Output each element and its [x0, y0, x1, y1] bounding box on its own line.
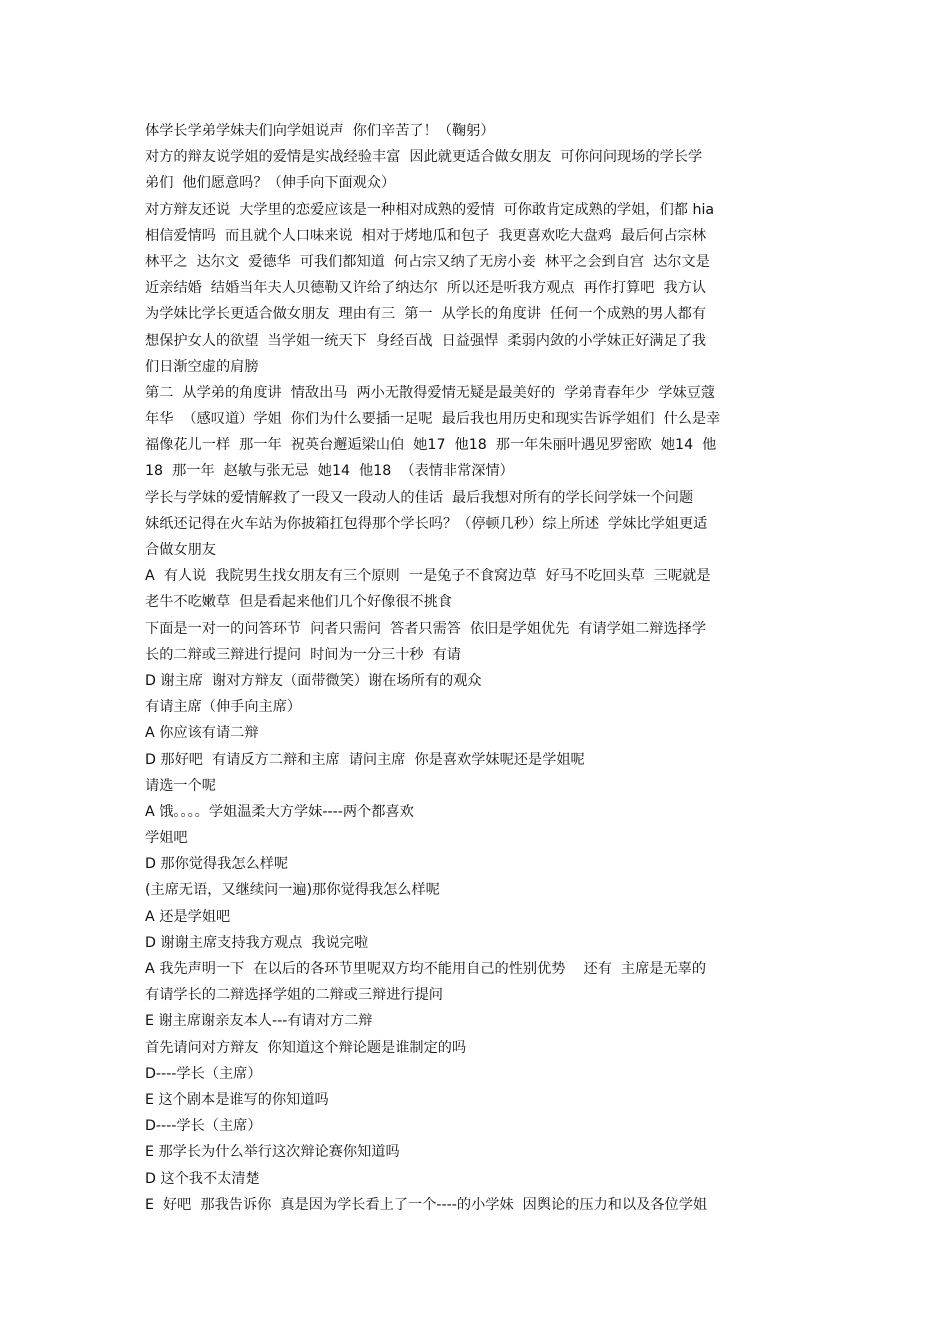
- text-line: 老牛不吃嫩草 但是看起来他们几个好像很不挑食: [145, 594, 452, 611]
- text-line: (主席无语，又继续问一遍)那你觉得我怎么样呢: [145, 882, 440, 899]
- text-line: 首先请问对方辩友 你知道这个辩论题是谁制定的吗: [145, 1039, 467, 1056]
- text-line: E 这个剧本是谁写的你知道吗: [145, 1091, 329, 1108]
- text-line: 长的二辩或三辩进行提问 时间为一分三十秒 有请: [145, 646, 461, 663]
- text-line: A 你应该有请二辩: [145, 725, 259, 742]
- text-line: 年华 （感叹道）学姐 你们为什么要插一足呢 最后我也用历史和现实告诉学姐们 什么是幸: [145, 411, 721, 428]
- text-line: 林平之 达尔文 爱德华 可我们都知道 何占宗又纳了无房小妾 林平之会到自宫 达尔文是: [145, 253, 710, 270]
- text-line: 有请主席（伸手向主席）: [145, 699, 302, 716]
- text-line: 合做女朋友: [145, 542, 216, 558]
- text-line: D----学长（主席）: [145, 1118, 262, 1135]
- text-line: 有请学长的二辩选择学姐的二辩或三辩进行提问: [145, 987, 443, 1004]
- text-line: 18 那一年 赵敏与张无忌 她14 他18 （表情非常深情）: [145, 463, 514, 480]
- text-line: E 好吧 那我告诉你 真是因为学长看上了一个----的小学妹 因舆论的压力和以及各位学姐: [145, 1196, 708, 1213]
- text-line: D 谢谢主席支持我方观点 我说完啦: [145, 934, 369, 951]
- text-line: 们日渐空虚的肩膀: [145, 358, 259, 375]
- text-line: 对方辩友还说 大学里的恋爱应该是一种相对成熟的爱情 可你敢肯定成熟的学姐，们都 hia: [145, 201, 715, 218]
- text-line: 弟们 他们愿意吗？（伸手向下面观众）: [145, 175, 396, 192]
- text-line: 请选一个呢: [145, 777, 216, 794]
- text-line: D----学长（主席）: [145, 1065, 262, 1082]
- text-line: D 那你觉得我怎么样呢: [145, 856, 289, 873]
- text-line: 妹纸还记得在火车站为你披箱扛包得那个学长吗？（停顿几秒）综上所述 学妹比学姐更适: [145, 515, 708, 532]
- text-line: E 谢主席谢亲友本人---有请对方二辩: [145, 1013, 373, 1030]
- text-line: D 那好吧 有请反方二辩和主席 请问主席 你是喜欢学妹呢还是学姐呢: [145, 751, 585, 768]
- text-line: A 有人说 我院男生找女朋友有三个原则 一是兔子不食窝边草 好马不吃回头草 三呢就是: [145, 568, 711, 585]
- text-line: A 还是学姐吧: [145, 908, 231, 925]
- text-line: 相信爱情吗 而且就个人口味来说 相对于烤地瓜和包子 我更喜欢吃大盘鸡 最后何占宗林: [145, 227, 707, 244]
- text-line: 为学妹比学长更适合做女朋友 理由有三 第一 从学长的角度讲 任何一个成熟的男人都有: [145, 306, 707, 323]
- document-body: [145, 118, 813, 1218]
- text-line: 体学长学弟学妹夫们向学姐说声 你们辛苦了！（鞠躬）: [145, 123, 495, 139]
- text-line: 下面是一对一的问答环节 问者只需问 答者只需答 依旧是学姐优先 有请学姐二辩选择学: [145, 620, 707, 637]
- text-line: E 那学长为什么举行这次辩论赛你知道吗: [145, 1144, 400, 1161]
- text-line: 近亲结婚 结婚当年夫人贝德勒又许给了纳达尔 所以还是听我方观点 再作打算吧 我方认: [145, 280, 707, 297]
- text-line: D 谢主席 谢对方辩友（面带微笑）谢在场所有的观众: [145, 672, 482, 689]
- text-line: 福像花儿一样 那一年 祝英台邂逅梁山伯 她17 他18 那一年朱丽叶遇见罗密欧 她14 他: [145, 437, 717, 454]
- text-line: D 这个我不太清楚: [145, 1170, 260, 1187]
- text-line: A 饿。。。。学姐温柔大方学妹----两个都喜欢: [145, 803, 414, 820]
- text-line: 第二 从学弟的角度讲 情敌出马 两小无散得爱情无疑是最美好的 学弟青春年少 学妹豆蔻: [145, 384, 716, 401]
- text-line: 学姐吧: [145, 830, 188, 847]
- text-line: A 我先声明一下 在以后的各环节里呢双方均不能用自己的性别优势 还有 主席是无辜的: [145, 961, 707, 977]
- text-line: 对方的辩友说学姐的爱情是实战经验丰富 因此就更适合做女朋友 可你问问现场的学长学: [145, 149, 703, 166]
- text-line: 想保护女人的欲望 当学姐一统天下 身经百战 日益强悍 柔弱内敛的小学妹正好满足了我: [145, 332, 707, 349]
- text-line: 学长与学妹的爱情解救了一段又一段动人的佳话 最后我想对所有的学长问学妹一个问题: [145, 489, 694, 506]
